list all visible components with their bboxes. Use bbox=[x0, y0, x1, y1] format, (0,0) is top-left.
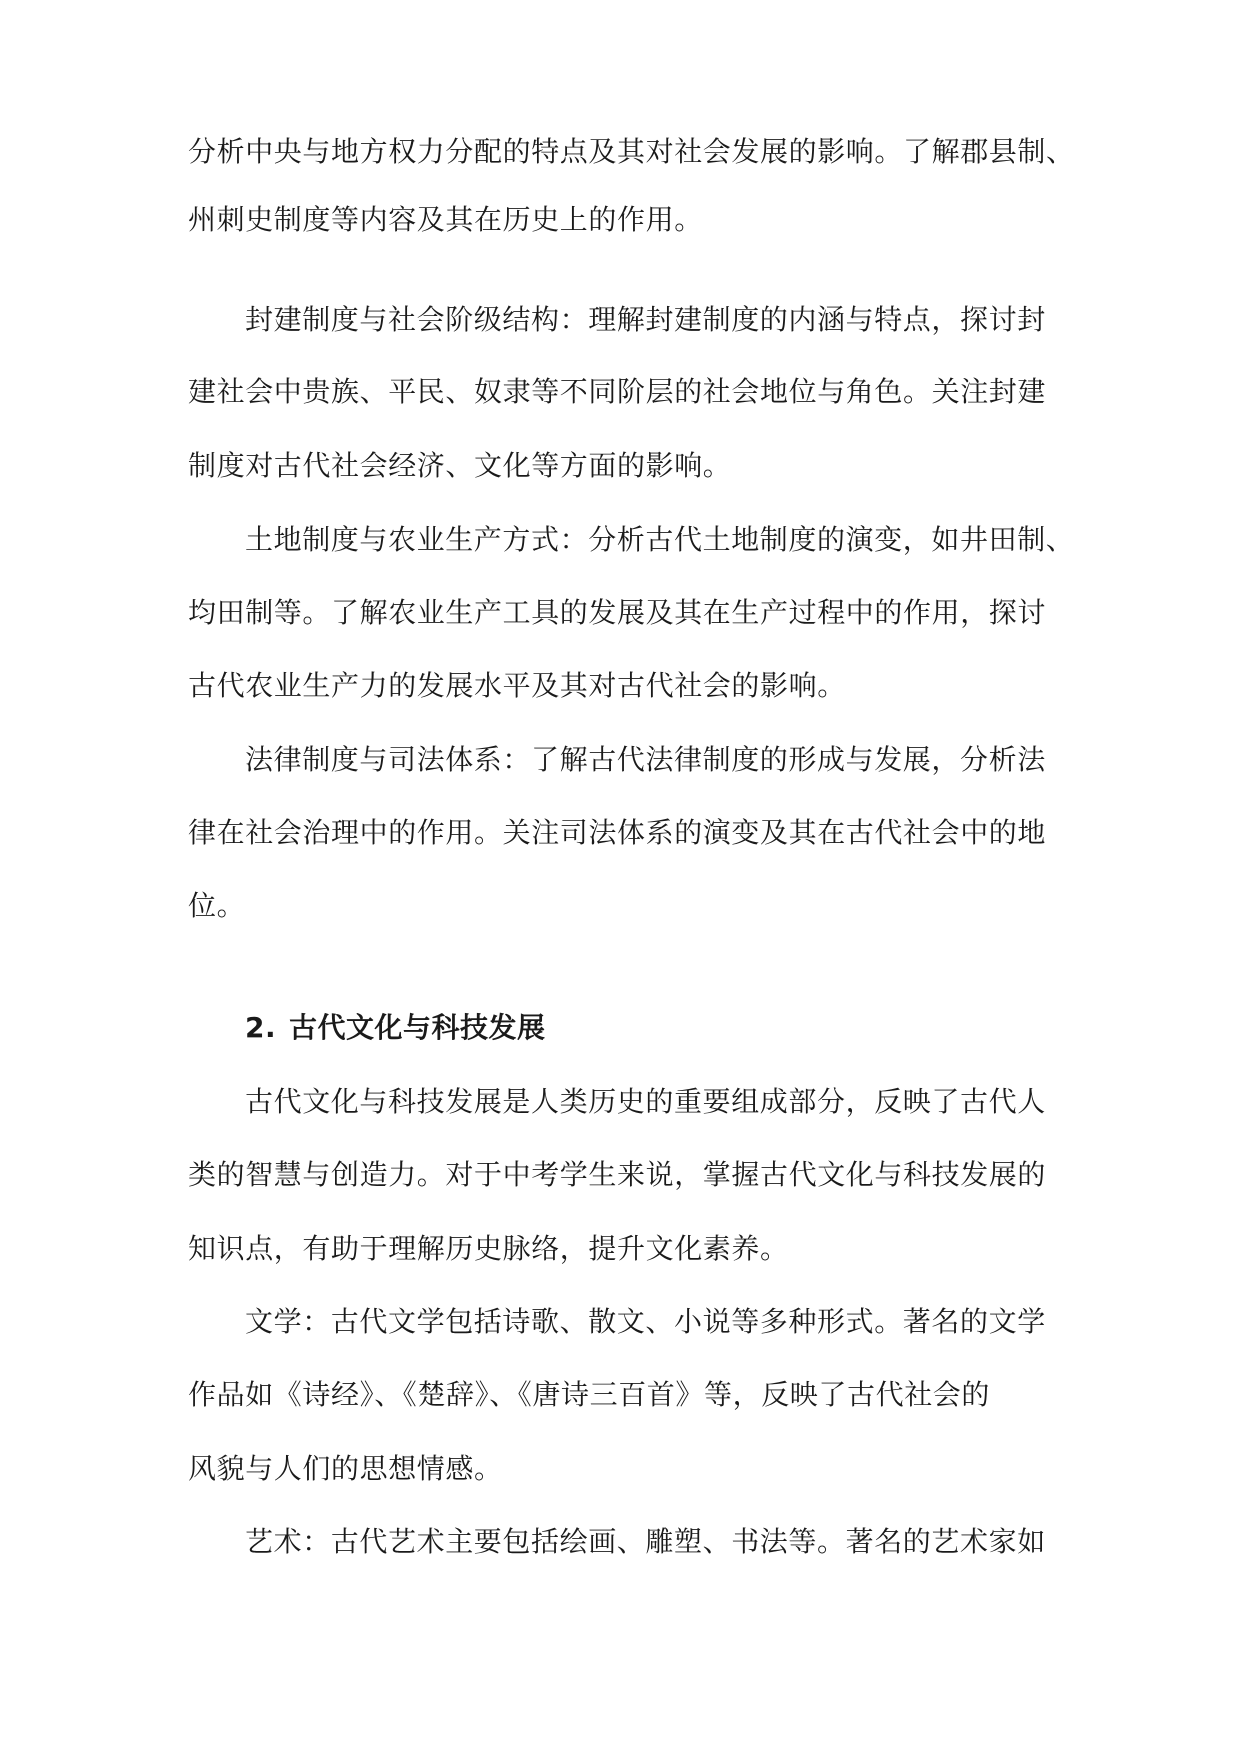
paragraph-line: 建社会中贵族、平民、奴隶等不同阶层的社会地位与角色。关注封建 bbox=[188, 375, 1047, 408]
paragraph-line: 类的智慧与创造力。对于中考学生来说，掌握古代文化与科技发展的 bbox=[188, 1158, 1047, 1191]
paragraph-line: 风貌与人们的思想情感。 bbox=[188, 1452, 503, 1485]
paragraph-line: 制度对古代社会经济、文化等方面的影响。 bbox=[188, 449, 732, 482]
paragraph-line: 古代农业生产力的发展水平及其对古代社会的影响。 bbox=[188, 669, 846, 702]
paragraph-line: 艺术：古代艺术主要包括绘画、雕塑、书法等。著名的艺术家如 bbox=[245, 1525, 1046, 1558]
paragraph-line: 分析中央与地方权力分配的特点及其对社会发展的影响。了解郡县制、 bbox=[188, 135, 1075, 168]
paragraph-line: 古代文化与科技发展是人类历史的重要组成部分，反映了古代人 bbox=[245, 1085, 1046, 1118]
section-title: 古代文化与科技发展 bbox=[289, 1011, 546, 1044]
paragraph-line: 封建制度与社会阶级结构：理解封建制度的内涵与特点，探讨封 bbox=[245, 303, 1046, 336]
paragraph-line: 土地制度与农业生产方式：分析古代土地制度的演变，如井田制、 bbox=[245, 523, 1075, 556]
paragraph-line: 律在社会治理中的作用。关注司法体系的演变及其在古代社会中的地 bbox=[188, 816, 1047, 849]
section-heading bbox=[245, 1008, 546, 1048]
paragraph-line: 作品如《诗经》、《楚辞》、《唐诗三百首》等，反映了古代社会的 bbox=[188, 1378, 991, 1411]
paragraph-line: 知识点，有助于理解历史脉络，提升文化素养。 bbox=[188, 1232, 789, 1265]
section-number: 2. bbox=[245, 1011, 277, 1044]
paragraph-line: 位。 bbox=[188, 889, 246, 922]
paragraph-line: 州刺史制度等内容及其在历史上的作用。 bbox=[188, 203, 703, 236]
paragraph-line: 均田制等。了解农业生产工具的发展及其在生产过程中的作用，探讨 bbox=[188, 596, 1047, 629]
paragraph-line: 文学：古代文学包括诗歌、散文、小说等多种形式。著名的文学 bbox=[245, 1305, 1046, 1338]
paragraph-line: 法律制度与司法体系：了解古代法律制度的形成与发展，分析法 bbox=[245, 743, 1046, 776]
